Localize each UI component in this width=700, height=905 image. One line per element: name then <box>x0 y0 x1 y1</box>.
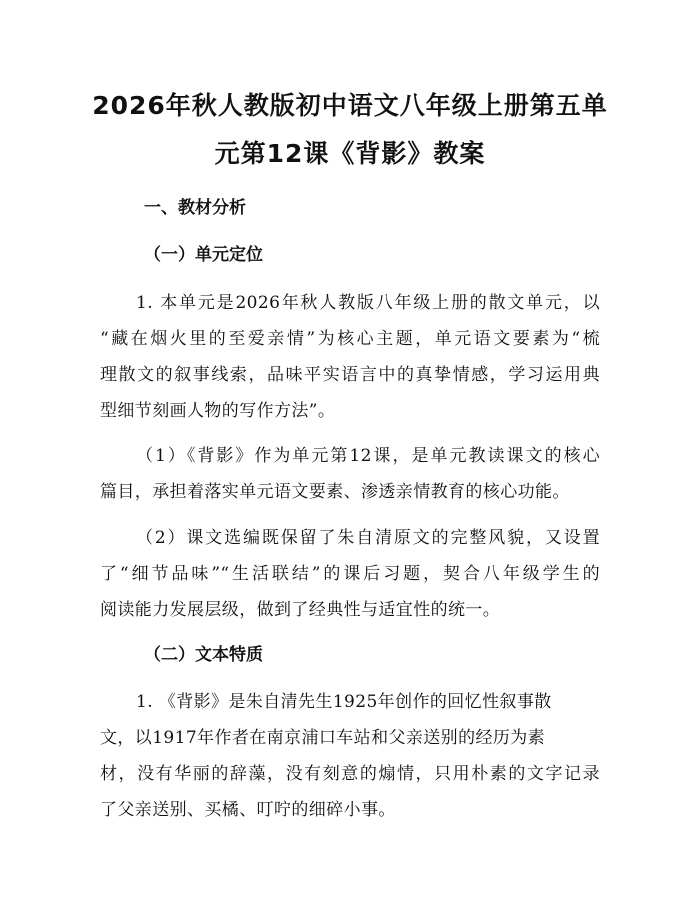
document-title-line-2: 元第12课《背影》教案 <box>214 139 486 168</box>
paragraph-2-line-2: 篇目，承担着落实单元语文要素、渗透亲情教育的核心功能。 <box>100 482 570 502</box>
paragraph-1-line-1: 1. 本单元是2026年秋人教版八年级上册的散文单元，以 <box>136 293 600 313</box>
paragraph-3-line-2: 了“细节品味”“生活联结”的课后习题，契合八年级学生的 <box>100 564 600 584</box>
section-heading-teaching-material-analysis: 一、教材分析 <box>144 198 246 218</box>
document-title-line-1: 2026年秋人教版初中语文八年级上册第五单 <box>92 91 608 120</box>
paragraph-1-line-3: 理散文的叙事线索，品味平实语言中的真挚情感，学习运用典 <box>100 365 600 385</box>
paragraph-4-line-4: 了父亲送别、买橘、叮咛的细碎小事。 <box>100 800 396 820</box>
paragraph-4-line-2: 文，以1917年作者在南京浦口车站和父亲送别的经历为素 <box>100 728 546 748</box>
paragraph-4-line-3: 材，没有华丽的辞藻，没有刻意的煽情，只用朴素的文字记录 <box>100 764 600 784</box>
paragraph-1-line-2: “藏在烟火里的至爱亲情”为核心主题，单元语文要素为“梳 <box>100 329 600 349</box>
paragraph-3-line-3: 阅读能力发展层级，做到了经典性与适宜性的统一。 <box>100 600 501 620</box>
subsection-heading-unit-positioning: （一）单元定位 <box>144 245 263 265</box>
paragraph-3-line-1: （2）课文选编既保留了朱自清原文的完整风貌，又设置 <box>136 528 600 548</box>
paragraph-2-line-1: （1）《背影》作为单元第12课，是单元教读课文的核心 <box>136 446 600 466</box>
paragraph-4-line-1: 1. 《背影》是朱自清先生1925年创作的回忆性叙事散 <box>136 692 552 712</box>
subsection-heading-text-characteristics: （二）文本特质 <box>144 645 263 665</box>
paragraph-1-line-4: 型细节刻画人物的写作方法”。 <box>100 401 336 421</box>
